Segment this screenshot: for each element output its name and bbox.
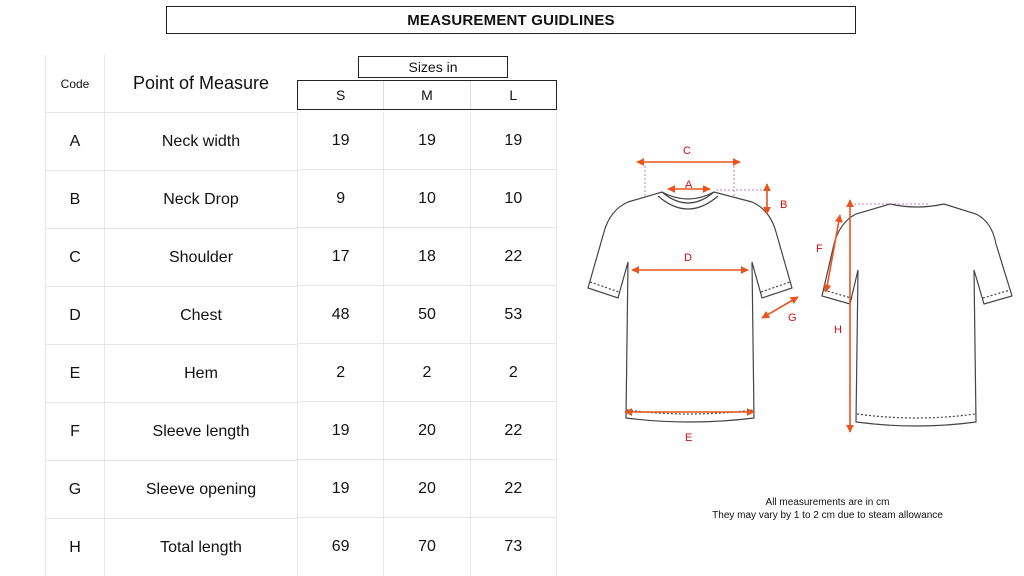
table-row [45, 229, 297, 287]
table-row [45, 403, 297, 461]
value-cell: 2 [297, 344, 384, 401]
note-line-1: All measurements are in cm [765, 497, 890, 508]
row-point: Chest [180, 306, 222, 324]
table-row [45, 345, 297, 403]
table-row [45, 461, 297, 519]
value-cell: 70 [384, 518, 470, 576]
values-row [297, 460, 557, 518]
row-point: Sleeve opening [145, 480, 257, 498]
row-point: Neck Drop [163, 190, 239, 208]
size-header-row [297, 80, 557, 110]
value-cell: 20 [384, 460, 470, 517]
size-l-header: L [509, 87, 518, 103]
value-cell: 22 [471, 228, 557, 285]
values-row [297, 286, 557, 344]
label-e: E [685, 432, 693, 444]
values-row [297, 518, 557, 576]
row-code: G [45, 461, 105, 518]
value-cell: 19 [471, 112, 557, 169]
value-cell: 22 [471, 402, 557, 459]
label-a: A [685, 179, 693, 191]
table-row [45, 519, 297, 576]
value-cell: 2 [384, 344, 470, 401]
values-row [297, 228, 557, 286]
value-cell: 69 [297, 518, 384, 576]
values-row [297, 402, 557, 460]
code-header: Code [45, 55, 105, 112]
table-row [45, 171, 297, 229]
label-d: D [684, 252, 692, 264]
measurement-note [690, 496, 965, 522]
row-point: Sleeve length [152, 422, 250, 440]
value-cell: 19 [384, 112, 470, 169]
value-cell: 2 [471, 344, 557, 401]
row-point: Hem [184, 364, 218, 382]
value-cell: 9 [297, 170, 384, 227]
value-cell: 18 [384, 228, 470, 285]
values-row [297, 112, 557, 170]
value-cell: 19 [297, 460, 384, 517]
row-code: B [45, 171, 105, 228]
value-cell: 19 [297, 402, 384, 459]
label-g: G [788, 312, 797, 324]
row-code: A [45, 113, 105, 170]
point-of-measure-header: Point of Measure [132, 73, 270, 93]
size-s-header: S [298, 81, 384, 109]
table-row [45, 113, 297, 171]
value-cell: 48 [297, 286, 384, 343]
value-cell: 20 [384, 402, 470, 459]
row-code: C [45, 229, 105, 286]
value-cell: 53 [471, 286, 557, 343]
table-row [45, 287, 297, 345]
value-cell: 19 [297, 112, 384, 169]
label-h: H [834, 324, 842, 336]
label-f: F [816, 243, 823, 255]
sizes-in-label: Sizes in [358, 56, 508, 78]
label-b: B [780, 199, 788, 211]
row-code: D [45, 287, 105, 344]
row-code: H [45, 519, 105, 576]
table-header-row [45, 55, 297, 113]
row-point: Shoulder [168, 248, 234, 266]
size-m-header: M [384, 81, 470, 109]
values-row [297, 170, 557, 228]
row-point: Total length [160, 538, 242, 556]
row-point: Neck width [161, 132, 241, 150]
note-line-2: They may vary by 1 to 2 cm due to steam allowance [712, 510, 943, 521]
row-code: F [45, 403, 105, 460]
row-code: E [45, 345, 105, 402]
value-cell: 73 [471, 518, 557, 576]
value-cell: 10 [384, 170, 470, 227]
value-cell: 17 [297, 228, 384, 285]
values-row [297, 344, 557, 402]
tshirt-measurement-diagram [580, 140, 1020, 450]
value-cell: 50 [384, 286, 470, 343]
point-of-measure-table [45, 55, 297, 576]
value-cell: 22 [471, 460, 557, 517]
front-tshirt-outline [588, 192, 792, 422]
label-c: C [683, 145, 691, 157]
page-title: MEASUREMENT GUIDLINES [166, 6, 856, 34]
value-cell: 10 [471, 170, 557, 227]
